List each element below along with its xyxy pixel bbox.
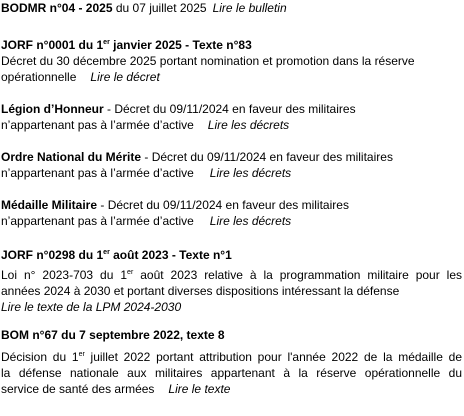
entry-title: BODMR n°04 - 2025 <box>1 1 113 15</box>
entry-ordre-national-merite: Ordre National du Mérite - Décret du 09/11/2024 en faveur des militaires <box>1 150 393 164</box>
entry-description: la défense nationale aux militaires appartenant à la réserve opérationnelle du <box>1 366 462 380</box>
read-decrees-link[interactable]: Lire les décrets <box>209 166 292 180</box>
entry-bodmr <box>1 0 287 16</box>
entry-title: BOM n°67 du 7 septembre 2022, texte 8 <box>1 328 225 342</box>
read-decree-link[interactable]: Lire le décret <box>90 70 160 84</box>
entry-description: Loi n° 2023-703 du 1er août 2023 relative à la programmation militaire pour les <box>1 268 462 282</box>
entry-title: JORF n°0298 du 1er août 2023 - Texte n°1 <box>1 248 232 262</box>
entry-jorf-2025-title <box>1 37 252 53</box>
entry-title: Légion d’Honneur <box>1 102 104 116</box>
read-decrees-link[interactable]: Lire les décrets <box>207 118 290 132</box>
entry-bom-title <box>1 327 225 343</box>
entry-description-end: n’appartenant pas à l’armée d’active Lire les décrets <box>1 214 292 228</box>
entry-title: Médaille Militaire <box>1 198 98 212</box>
read-lpm-link[interactable]: Lire le texte de la LPM 2024-2030 <box>1 300 182 314</box>
read-text-link[interactable]: Lire le texte <box>168 382 231 396</box>
entry-title: Ordre National du Mérite <box>1 150 142 164</box>
entry-date: du 07 juillet 2025 <box>112 1 207 15</box>
entry-description: Décret du 30 décembre 2025 portant nomination et promotion dans la réserve <box>1 54 415 68</box>
entry-description: Décision du 1er juillet 2022 portant attribution pour l'année 2022 de la médaille de <box>1 350 462 364</box>
entry-description-end: n’appartenant pas à l’armée d’active Lire les décrets <box>1 166 292 180</box>
entry-description-end: n’appartenant pas à l’armée d’active Lire les décrets <box>1 118 290 132</box>
entry-medaille-militaire: Médaille Militaire - Décret du 09/11/2024 en faveur des militaires <box>1 198 349 212</box>
read-decrees-link[interactable]: Lire les décrets <box>209 214 292 228</box>
read-bulletin-link[interactable]: Lire le bulletin <box>212 1 287 15</box>
entry-description-end: opérationnelle Lire le décret <box>1 70 160 84</box>
entry-title: JORF n°0001 du 1er janvier 2025 - Texte n°83 <box>1 38 252 52</box>
entry-jorf-2023-title <box>1 247 232 263</box>
entry-description: années 2024 à 2030 et portant diverses dispositions intéressant la défense <box>1 284 400 298</box>
entry-legion-honneur: Légion d’Honneur - Décret du 09/11/2024 en faveur des militaires <box>1 102 356 116</box>
entry-description-end: service de santé des armées Lire le texte <box>1 382 231 396</box>
